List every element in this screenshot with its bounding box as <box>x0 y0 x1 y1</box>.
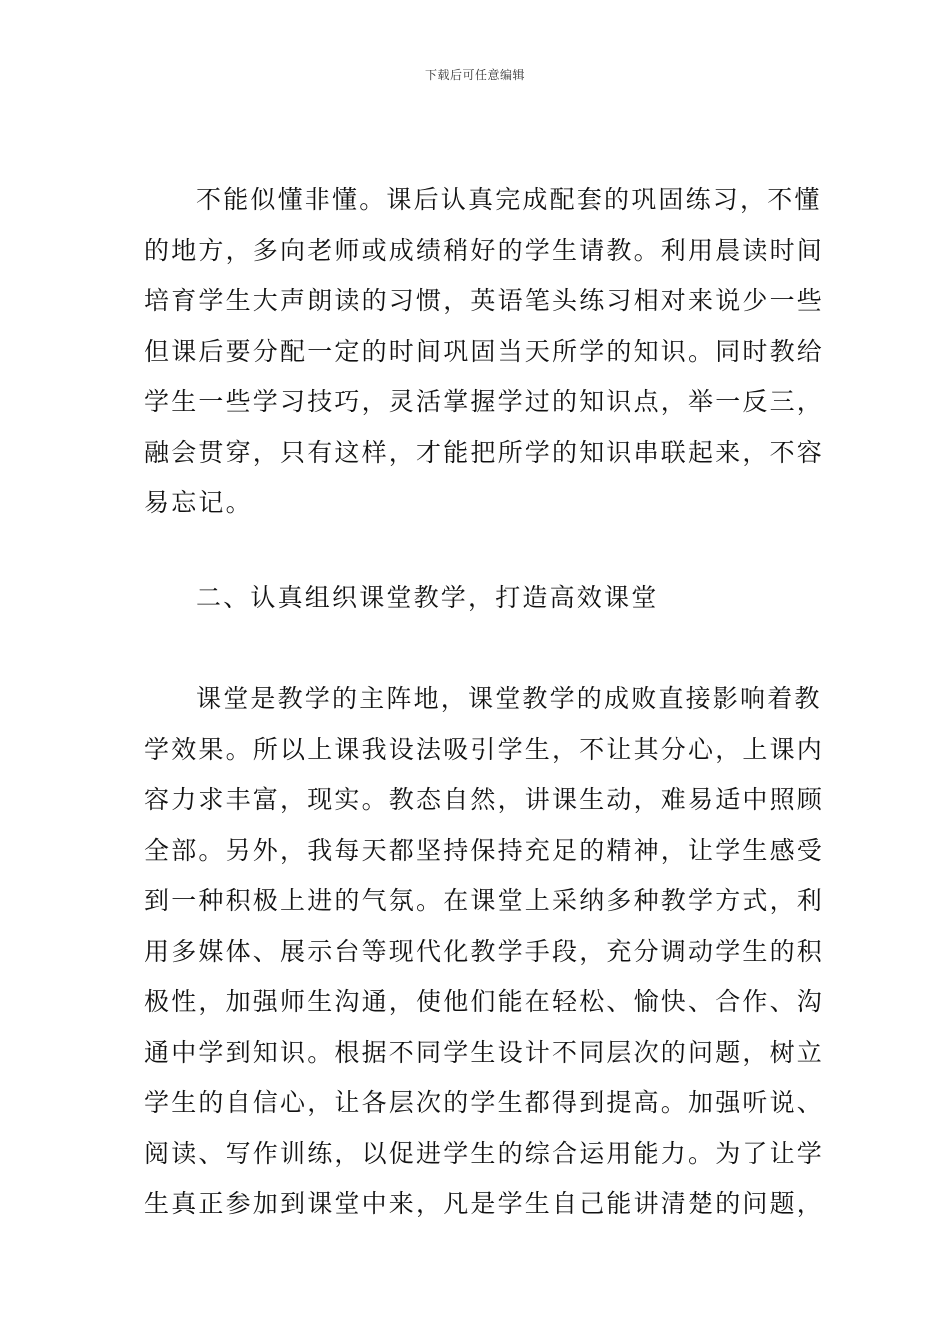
paragraph-line: 培育学生大声朗读的习惯，英语笔头练习相对来说少一些 <box>144 286 825 315</box>
paragraph-line: 到一种积极上进的气氛。在课堂上采纳多种教学方式，利 <box>144 886 825 915</box>
paragraph-line: 容力求丰富，现实。教态自然，讲课生动，难易适中照顾 <box>144 785 825 814</box>
paragraph-line: 通中学到知识。根据不同学生设计不同层次的问题，树立 <box>144 1037 825 1067</box>
section-heading <box>144 573 806 623</box>
paragraph-line: 学效果。所以上课我设法吸引学生，不让其分心，上课内 <box>144 734 825 764</box>
paragraph-line: 用多媒体、展示台等现代化教学手段，充分调动学生的积 <box>144 936 825 966</box>
paragraph-line: 极性，加强师生沟通，使他们能在轻松、愉快、合作、沟 <box>144 987 825 1016</box>
paragraph-continued <box>144 175 825 529</box>
section-heading-text: 二、认真组织课堂教学，打造高效课堂 <box>196 583 659 612</box>
paragraph-line: 学生的自信心，让各层次的学生都得到提高。加强听说、 <box>144 1088 825 1117</box>
paragraph-line: 学生一些学习技巧，灵活掌握学过的知识点，举一反三， <box>144 387 825 416</box>
paragraph-line: 课堂是教学的主阵地，课堂教学的成败直接影响着教 <box>196 684 822 713</box>
paragraph-line: 不能似懂非懂。课后认真完成配套的巩固练习，不懂 <box>196 185 822 214</box>
paragraph-line: 阅读、写作训练，以促进学生的综合运用能力。为了让学 <box>144 1138 825 1168</box>
paragraph-line: 融会贯穿，只有这样，才能把所学的知识串联起来，不容 <box>144 437 825 467</box>
paragraph-line: 易忘记。 <box>144 488 253 517</box>
page-header-note: 下载后可任意编辑 <box>424 68 525 82</box>
paragraph-classroom <box>144 674 825 1230</box>
paragraph-line: 的地方，多向老师或成绩稍好的学生请教。利用晨读时间 <box>144 235 825 265</box>
paragraph-line: 全部。另外，我每天都坚持保持充足的精神，让学生感受 <box>144 835 825 865</box>
paragraph-line: 但课后要分配一定的时间巩固当天所学的知识。同时教给 <box>144 336 825 366</box>
paragraph-line: 生真正参加到课堂中来，凡是学生自己能讲清楚的问题， <box>144 1189 825 1218</box>
